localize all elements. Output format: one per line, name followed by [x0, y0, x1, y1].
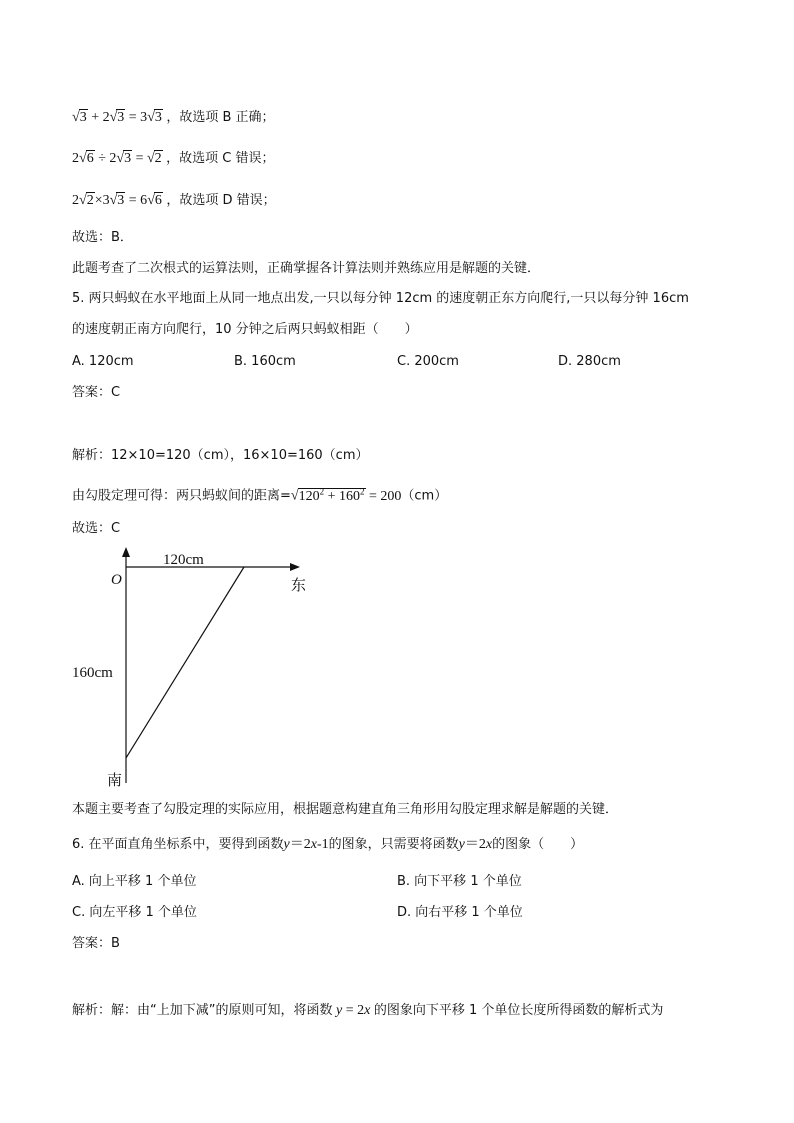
- formula-b: √3 + 2√3 = 3√3: [72, 110, 162, 125]
- q5-summary: 本题主要考查了勾股定理的实际应用，根据题意构建直角三角形用勾股定理求解是解题的关键．: [72, 802, 619, 817]
- q5-answer: 答案：C: [72, 385, 121, 400]
- q6-analysis-suffix: 的图象向下平移 1 个单位长度所得函数的解析式为: [373, 1003, 664, 1018]
- q5-stem-line2: 的速度朝正南方向爬行，10 分钟之后两只蚂蚁相距（ ）: [72, 322, 418, 337]
- q5-option-d: D. 280cm: [558, 354, 621, 369]
- q6-option-c: C. 向左平移 1 个单位: [72, 905, 197, 920]
- q6-analysis-prefix: 解析：解：由“上加下减”的原则可知，将函数: [72, 1003, 333, 1018]
- q5-diagram: [72, 543, 325, 793]
- formula-d: 2√2×3√3 = 6√6: [72, 193, 162, 208]
- axis-arrow-up: [122, 547, 130, 557]
- conclusion-c: ，故选项 C 错误；: [166, 151, 275, 166]
- q5-distance-formula: $√120^2 + 160^2 = 200$: [290, 486, 402, 504]
- south-length-label: 160cm: [72, 665, 113, 681]
- origin-label: O: [111, 572, 122, 588]
- south-label: 南: [107, 773, 123, 789]
- q6-source-function: y＝2x: [458, 837, 493, 852]
- q6-analysis-function: y = 2x: [335, 1003, 371, 1018]
- conclusion-d: ，故选项 D 错误；: [166, 193, 276, 208]
- math-line-b: [72, 109, 275, 127]
- east-label: 东: [291, 578, 307, 594]
- choose-b: 故选：B．: [72, 230, 133, 245]
- q6-mid: 的图象，只需要将函数: [328, 837, 459, 852]
- conclusion-b: ，故选项 B 正确；: [166, 110, 275, 125]
- q6-target-function: y＝2x-1: [283, 837, 329, 852]
- q5-option-a: A. 120cm: [72, 354, 134, 369]
- q5-choose: 故选：C: [72, 521, 121, 536]
- q5-analysis2-prefix: 由勾股定理可得：两只蚂蚁间的距离=: [72, 488, 291, 504]
- distance-line: [126, 567, 244, 758]
- q5-stem-line1: 5. 两只蚂蚁在水平地面上从同一地点出发,一只以每分钟 12cm 的速度朝正东方向爬行,一只以每分钟 16cm: [72, 291, 689, 306]
- summary-q4: 此题考查了二次根式的运算法则，正确掌握各计算法则并熟练应用是解题的关键．: [72, 261, 541, 276]
- east-length-label: 120cm: [163, 552, 204, 568]
- q6-stem: [72, 836, 583, 854]
- q5-option-b: B. 160cm: [234, 354, 296, 369]
- q6-option-a: A. 向上平移 1 个单位: [72, 874, 197, 889]
- q5-analysis-line1: 解析：12×10=120（cm），16×10=160（cm）: [72, 448, 369, 463]
- q6-suffix: 的图象（ ）: [492, 837, 584, 852]
- q5-analysis-line2: [72, 482, 447, 506]
- math-line-c: [72, 150, 275, 168]
- q6-analysis: [72, 1002, 663, 1020]
- q6-answer: 答案：B: [72, 936, 120, 951]
- q5-option-c: C. 200cm: [397, 354, 459, 369]
- q5-analysis2-suffix: （cm）: [401, 488, 448, 504]
- formula-c: 2√6 ÷ 2√3 = √2: [72, 151, 162, 166]
- q6-option-b: B. 向下平移 1 个单位: [397, 874, 522, 889]
- math-line-d: [72, 192, 276, 210]
- q6-option-d: D. 向右平移 1 个单位: [397, 905, 523, 920]
- q6-prefix: 6. 在平面直角坐标系中，要得到函数: [72, 837, 284, 852]
- axis-arrow-right: [290, 563, 300, 571]
